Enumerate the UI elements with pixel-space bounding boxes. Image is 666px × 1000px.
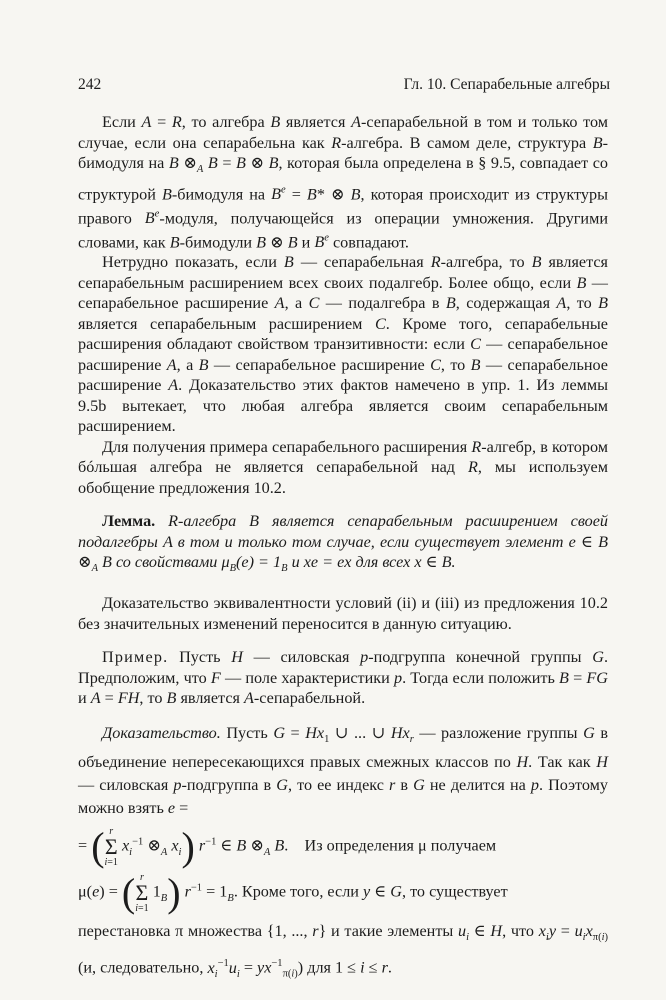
example: Пример. Пусть H — силовская p-подгруппа конечной группы G. Предположим, что F — поле характеристики p. Тогда если положить B = FG и A = FH, то B является A-сепарабельной. — [78, 648, 608, 708]
proof-label: Доказательство. — [102, 723, 221, 742]
proof: Доказательство. Пусть $G = Hx_1$ ∪ ... ∪ $Hx_r$ — разложение группы G в объединение непересекающихся правых смежных классов по H. Так как H — силовская p-подгруппа в G, то ее индекс r в G не делится на p. Поэтому можно взять e = — [78, 723, 608, 817]
paragraph-3: Для получения примера сепарабельного расширения R-алгебр, в котором бóльшая алгебра не является сепарабельной над R, мы используем обобщение предложения 10.2. — [78, 437, 608, 497]
page-header — [78, 76, 610, 94]
formula-2: μ(e) = ( r Σ i=1 $1_B$) $r^{-1} = 1_B$. Кроме того, если y ∈ G, то существует — [78, 869, 508, 915]
paragraph-2: Нетрудно показать, если B — сепарабельная R-алгебра, то B является сепарабельным расширением всех своих подалгебр. Более общо, если B — сепарабельное расширение A, а C — подалгебра в B, содержащая A, то B является сепарабельным расширением C. Кроме того, сепарабельные расширения обладают свойством транзитивности: если C — сепарабельное расширение A, а B — сепарабельное расширение C, то B — сепарабельное расширение A. Доказательство этих фактов намечено в упр. 1. Из леммы 9.5b вытекает, что любая алгебра является своим сепарабельным расширением. — [78, 253, 608, 436]
main-text — [78, 112, 608, 988]
running-title: Гл. 10. Сепарабельные алгебры — [403, 76, 610, 93]
page-number: 242 — [78, 76, 102, 93]
formula-1: = ( r Σ i=1 $x_i^{-1}$ $\otimes_A$ $x_i$) $r^{-1}$ ∈ B $\otimes_A$ B. Из определения μ получаем — [78, 823, 497, 869]
proof-continuation: перестановка π множества {1, ..., r} и такие элементы $u_i$ ∈ H, что $x_iy = u_ix_{\pi(i)}$ (и, следовательно, $x_i^{-1}u_i = yx^{-1}_{\pi(i)}$) для 1 ≤ i ≤ r. — [78, 921, 608, 980]
proof-text-2: Из определения μ получаем — [304, 836, 497, 855]
lemma-label: Лемма. — [102, 512, 156, 531]
paragraph-1: Если A = R, то алгебра B является A-сепарабельной в том и только том случае, если она сепарабельна как R-алгебра. В самом деле, структура B-бимодуля на B $\otimes_A$ B = B ⊗ B, которая была определена в § 9.5, совпадает со структурой B-бимодуля на $B^e = B*$ ⊗ B, которая происходит из структуры правого $B^e$-модуля, получающейся из операции умножения. Другими словами, как B-бимодули B ⊗ B и $B^e$ совпадают. — [78, 113, 609, 251]
lemma: Лемма. R-алгебра B является сепарабельным расширением своей подалгебры A в том и только том случае, если существует элемент e ∈ B $\otimes_A$ B со свойствами $\mu_B(e) = 1_B$ и xe = ex для всех x ∈ B. — [78, 512, 609, 575]
paragraph-4: Доказательство эквивалентности условий (ii) и (iii) из предложения 10.2 без значительных изменений переносится в данную ситуацию. — [78, 594, 608, 633]
example-label: Пример. — [102, 648, 169, 667]
